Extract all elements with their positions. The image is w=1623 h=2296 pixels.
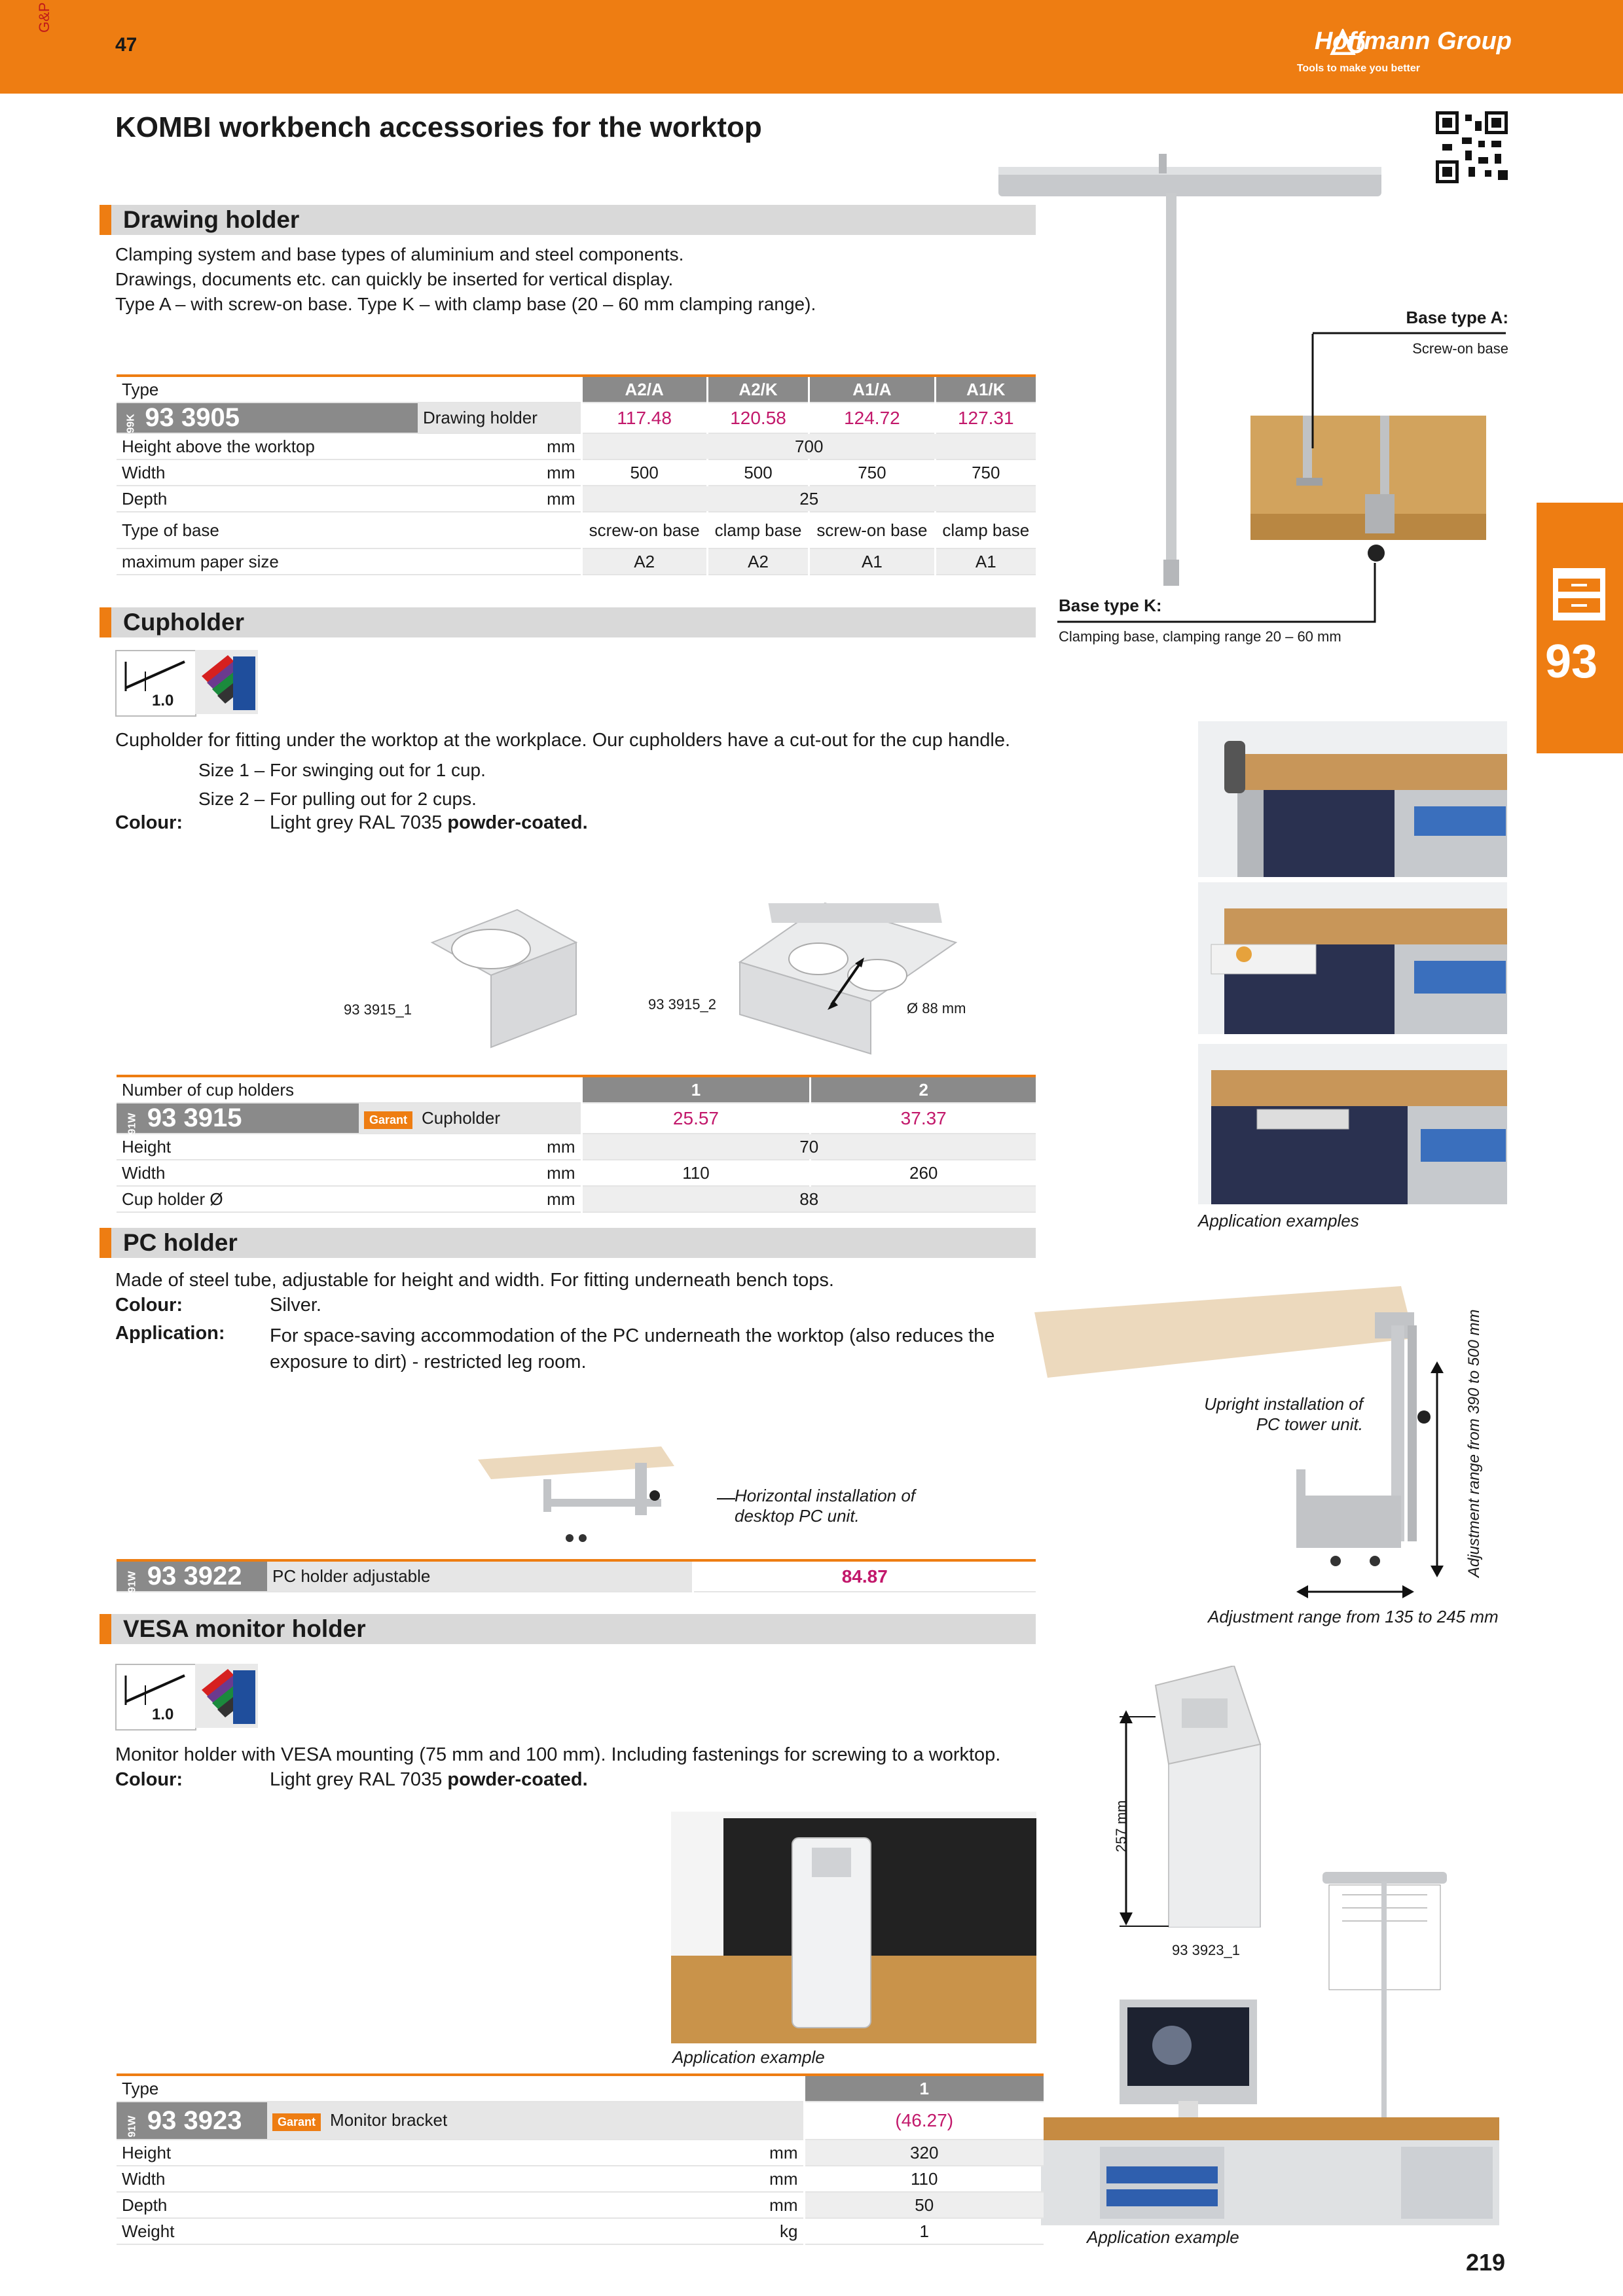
description-line: Cupholder for fitting under the worktop at the workplace. Our cupholders have a cut-out for the cup handle. xyxy=(115,730,1011,751)
colour-label: Colour: xyxy=(115,812,183,833)
price: 25.57 xyxy=(581,1103,811,1134)
size-list xyxy=(198,756,486,814)
drawer-cabinet-icon xyxy=(1549,564,1609,624)
section-heading-vesa: VESA monitor holder xyxy=(100,1614,1036,1644)
article-code: 99K xyxy=(125,414,137,433)
vesa-height-dimension: 257 mm xyxy=(1113,1800,1129,1852)
base-type-a-subtitle: Screw-on base xyxy=(1412,340,1508,357)
type-label: Type xyxy=(117,2075,267,2102)
table-header-row xyxy=(117,1076,1036,1103)
vesa-colour-label: Colour: xyxy=(115,1769,183,1790)
page-number-top: 47 xyxy=(115,34,137,56)
article-row[interactable] xyxy=(117,1560,1036,1592)
vertical-dimension-arrow xyxy=(1427,1361,1447,1577)
pc-holder-table xyxy=(117,1559,1036,1592)
row-label: Depth xyxy=(117,486,418,512)
row-label: maximum paper size xyxy=(117,548,418,575)
table-row xyxy=(117,2166,1044,2192)
application-line: For space-saving accommodation of the PC underneath the worktop (also reduces the xyxy=(270,1325,995,1346)
horizontal-range-label: Adjustment range from 135 to 245 mm xyxy=(1208,1607,1499,1626)
caption-line: PC tower unit. xyxy=(1256,1414,1363,1434)
worktop-closeup-image xyxy=(1250,416,1486,566)
thickness-icon xyxy=(119,1669,191,1708)
colour-value xyxy=(270,812,588,834)
cell-value: 88 xyxy=(581,1186,1036,1212)
column-header: A1/K xyxy=(935,376,1036,403)
pc-application-label: Application: xyxy=(115,1323,225,1344)
row-label: Height xyxy=(117,2140,686,2166)
price: 127.31 xyxy=(935,403,1036,433)
row-label: Height xyxy=(117,1134,359,1160)
cupholder-app-caption: Application examples xyxy=(1198,1211,1359,1230)
price: 117.48 xyxy=(581,403,707,433)
article-code: 91W xyxy=(126,1113,138,1135)
garant-logo: Garant xyxy=(272,2113,321,2131)
table-row xyxy=(117,548,1036,575)
cupholder-size2-image xyxy=(727,890,962,1060)
row-unit: mm xyxy=(418,486,581,512)
article-name: Cupholder xyxy=(422,1107,501,1128)
table-row xyxy=(117,1134,1036,1160)
qr-code[interactable] xyxy=(1436,111,1508,183)
column-header: 1 xyxy=(804,2075,1044,2102)
article-number: 93 3922 xyxy=(147,1562,242,1590)
article-number: 93 3915 xyxy=(147,1103,242,1132)
chapter-tab[interactable] xyxy=(1537,503,1623,753)
article-row[interactable] xyxy=(117,403,1036,433)
row-unit: mm xyxy=(686,2192,804,2218)
table-row xyxy=(117,486,1036,512)
article-number: 93 3905 xyxy=(145,403,240,432)
table-row xyxy=(117,512,1036,548)
description-line: Clamping system and base types of aluminium and steel components. xyxy=(115,244,684,264)
description-line: Drawings, documents etc. can quickly be inserted for vertical display. xyxy=(115,269,674,289)
cupholder-size2-label: 93 3915_2 xyxy=(648,996,716,1013)
vesa-application-photo xyxy=(671,1812,1036,2043)
row-unit: mm xyxy=(359,1160,581,1186)
thickness-badge xyxy=(115,650,196,717)
column-header: 1 xyxy=(581,1076,811,1103)
size-1: Size 1 – For swinging out for 1 cup. xyxy=(198,760,486,780)
table-row xyxy=(117,2140,1044,2166)
article-row[interactable] xyxy=(117,1103,1036,1134)
cell-value: 110 xyxy=(804,2166,1044,2192)
article-code: 91W xyxy=(126,2115,138,2137)
pc-application-value xyxy=(270,1323,994,1375)
section-heading-pc-holder: PC holder xyxy=(100,1228,1036,1258)
table-row xyxy=(117,1160,1036,1186)
pc-colour-label: Colour: xyxy=(115,1295,183,1316)
cell-value: A2 xyxy=(581,548,707,575)
base-type-a-title: Base type A: xyxy=(1406,308,1508,327)
column-header: 2 xyxy=(811,1076,1036,1103)
vesa-description: Monitor holder with VESA mounting (75 mm and 100 mm). Including fastenings for screwing to a worktop. xyxy=(115,1744,1001,1765)
page-title: KOMBI workbench accessories for the worktop xyxy=(115,111,762,143)
cell-value: clamp base xyxy=(935,512,1036,548)
row-unit: mm xyxy=(418,433,581,459)
article-name: Monitor bracket xyxy=(330,2110,448,2130)
article-code: 91W xyxy=(126,1571,138,1593)
callout-line xyxy=(1313,331,1509,336)
colour-finish: powder-coated. xyxy=(447,1769,588,1790)
table-header-row xyxy=(117,376,1036,403)
vesa-app-caption-2: Application example xyxy=(1087,2227,1239,2247)
colour-text: Light grey RAL 7035 xyxy=(270,1769,443,1790)
cell-value: 750 xyxy=(935,459,1036,486)
colour-swatches-icon xyxy=(195,1664,258,1728)
row-unit: mm xyxy=(418,459,581,486)
thickness-icon xyxy=(119,655,191,694)
caption-line: Upright installation of xyxy=(1204,1394,1363,1414)
chapter-number: 93 xyxy=(1545,636,1598,688)
type-label: Type xyxy=(117,376,418,403)
cupholder-size1-label: 93 3915_1 xyxy=(344,1001,412,1018)
type-label: Number of cup holders xyxy=(117,1076,359,1103)
row-label: Height above the worktop xyxy=(117,433,418,459)
section-heading-drawing-holder: Drawing holder xyxy=(100,205,1036,235)
upright-caption xyxy=(1204,1394,1363,1435)
article-number: 93 3923 xyxy=(147,2106,242,2135)
cell-value: A1 xyxy=(809,548,935,575)
table-row xyxy=(117,2192,1044,2218)
row-unit: mm xyxy=(686,2166,804,2192)
row-label: Width xyxy=(117,2166,686,2192)
table-row xyxy=(117,2218,1044,2244)
article-row[interactable] xyxy=(117,2102,1044,2140)
colour-text: Light grey RAL 7035 xyxy=(270,812,443,833)
brand-name: Hoffmann Group xyxy=(1314,27,1512,55)
price: (46.27) xyxy=(804,2102,1044,2140)
size-2: Size 2 – For pulling out for 2 cups. xyxy=(198,789,477,809)
vesa-app-caption-1: Application example xyxy=(672,2047,825,2067)
vesa-colour-value xyxy=(270,1769,588,1791)
cell-value: 1 xyxy=(804,2218,1044,2244)
section-code: G&P xyxy=(36,2,52,33)
vertical-range-label: Adjustment range from 390 to 500 mm xyxy=(1465,1309,1483,1577)
column-header: A2/K xyxy=(707,376,809,403)
drawing-holder-table xyxy=(117,374,1036,575)
cupholder-table xyxy=(117,1075,1036,1213)
row-label: Weight xyxy=(117,2218,686,2244)
row-unit: mm xyxy=(359,1134,581,1160)
brand-tagline: Tools to make you better xyxy=(1296,63,1420,74)
cell-value: A2 xyxy=(707,548,809,575)
row-label: Type of base xyxy=(117,512,418,548)
table-row xyxy=(117,1186,1036,1212)
colour-finish: powder-coated. xyxy=(447,812,588,833)
article-name: Drawing holder xyxy=(418,403,581,433)
cell-value: screw-on base xyxy=(809,512,935,548)
cell-value: 700 xyxy=(581,433,1036,459)
cell-value: 320 xyxy=(804,2140,1044,2166)
base-type-k-subtitle: Clamping base, clamping range 20 – 60 mm xyxy=(1059,628,1341,645)
garant-logo: Garant xyxy=(364,1111,412,1129)
article-name: PC holder adjustable xyxy=(267,1560,693,1592)
page-number-bottom: 219 xyxy=(1466,2249,1506,2276)
row-label: Width xyxy=(117,1160,359,1186)
horizontal-dimension-arrow xyxy=(1296,1582,1414,1602)
vesa-table xyxy=(117,2073,1044,2245)
cell-value: 110 xyxy=(581,1160,811,1186)
cup-diameter-label: Ø 88 mm xyxy=(907,1000,966,1016)
caption-line: desktop PC unit. xyxy=(735,1506,860,1526)
cupholder-size1-image xyxy=(419,903,583,1060)
caption-line: Horizontal installation of xyxy=(735,1486,916,1505)
workbench-application-photo xyxy=(1041,1869,1499,2225)
cell-value: 25 xyxy=(581,486,1036,512)
cell-value: 70 xyxy=(581,1134,1036,1160)
callout-line xyxy=(717,1479,737,1518)
cell-value: screw-on base xyxy=(581,512,707,548)
row-unit: kg xyxy=(686,2218,804,2244)
column-header: A1/A xyxy=(809,376,935,403)
vesa-product-label: 93 3923_1 xyxy=(1172,1942,1240,1958)
horizontal-caption xyxy=(735,1486,915,1526)
pc-colour-value: Silver. xyxy=(270,1295,321,1316)
cell-value: 260 xyxy=(811,1160,1036,1186)
row-label: Width xyxy=(117,459,418,486)
drawing-holder-description xyxy=(115,242,816,317)
application-line: exposure to dirt) - restricted leg room. xyxy=(270,1352,587,1372)
table-header-row xyxy=(117,2075,1044,2102)
price: 124.72 xyxy=(809,403,935,433)
price: 84.87 xyxy=(693,1560,1036,1592)
section-heading-cupholder: Cupholder xyxy=(100,607,1036,637)
pc-holder-horizontal-image xyxy=(478,1446,687,1545)
application-photo xyxy=(1198,1044,1507,1204)
colour-swatches-icon xyxy=(195,650,258,714)
column-header: A2/A xyxy=(581,376,707,403)
row-label: Depth xyxy=(117,2192,686,2218)
cell-value: A1 xyxy=(935,548,1036,575)
cupholder-description xyxy=(115,726,1010,754)
thickness-badge xyxy=(115,1664,196,1731)
table-row xyxy=(117,459,1036,486)
row-unit: mm xyxy=(359,1186,581,1212)
application-photo xyxy=(1198,882,1507,1034)
cell-value: 50 xyxy=(804,2192,1044,2218)
application-photo xyxy=(1198,721,1507,877)
thickness-value: 1.0 xyxy=(152,1706,174,1723)
pc-holder-description: Made of steel tube, adjustable for height and width. For fitting underneath bench tops. xyxy=(115,1270,834,1291)
cell-value: 500 xyxy=(581,459,707,486)
cell-value: clamp base xyxy=(707,512,809,548)
cell-value: 500 xyxy=(707,459,809,486)
table-row xyxy=(117,433,1036,459)
price: 37.37 xyxy=(811,1103,1036,1134)
cell-value: 750 xyxy=(809,459,935,486)
row-unit: mm xyxy=(686,2140,804,2166)
description-line: Type A – with screw-on base. Type K – with clamp base (20 – 60 mm clamping range). xyxy=(115,294,816,314)
callout-line xyxy=(1306,331,1319,448)
thickness-value: 1.0 xyxy=(152,692,174,709)
base-type-k-title: Base type K: xyxy=(1059,596,1162,615)
row-label: Cup holder Ø xyxy=(117,1186,359,1212)
price: 120.58 xyxy=(707,403,809,433)
